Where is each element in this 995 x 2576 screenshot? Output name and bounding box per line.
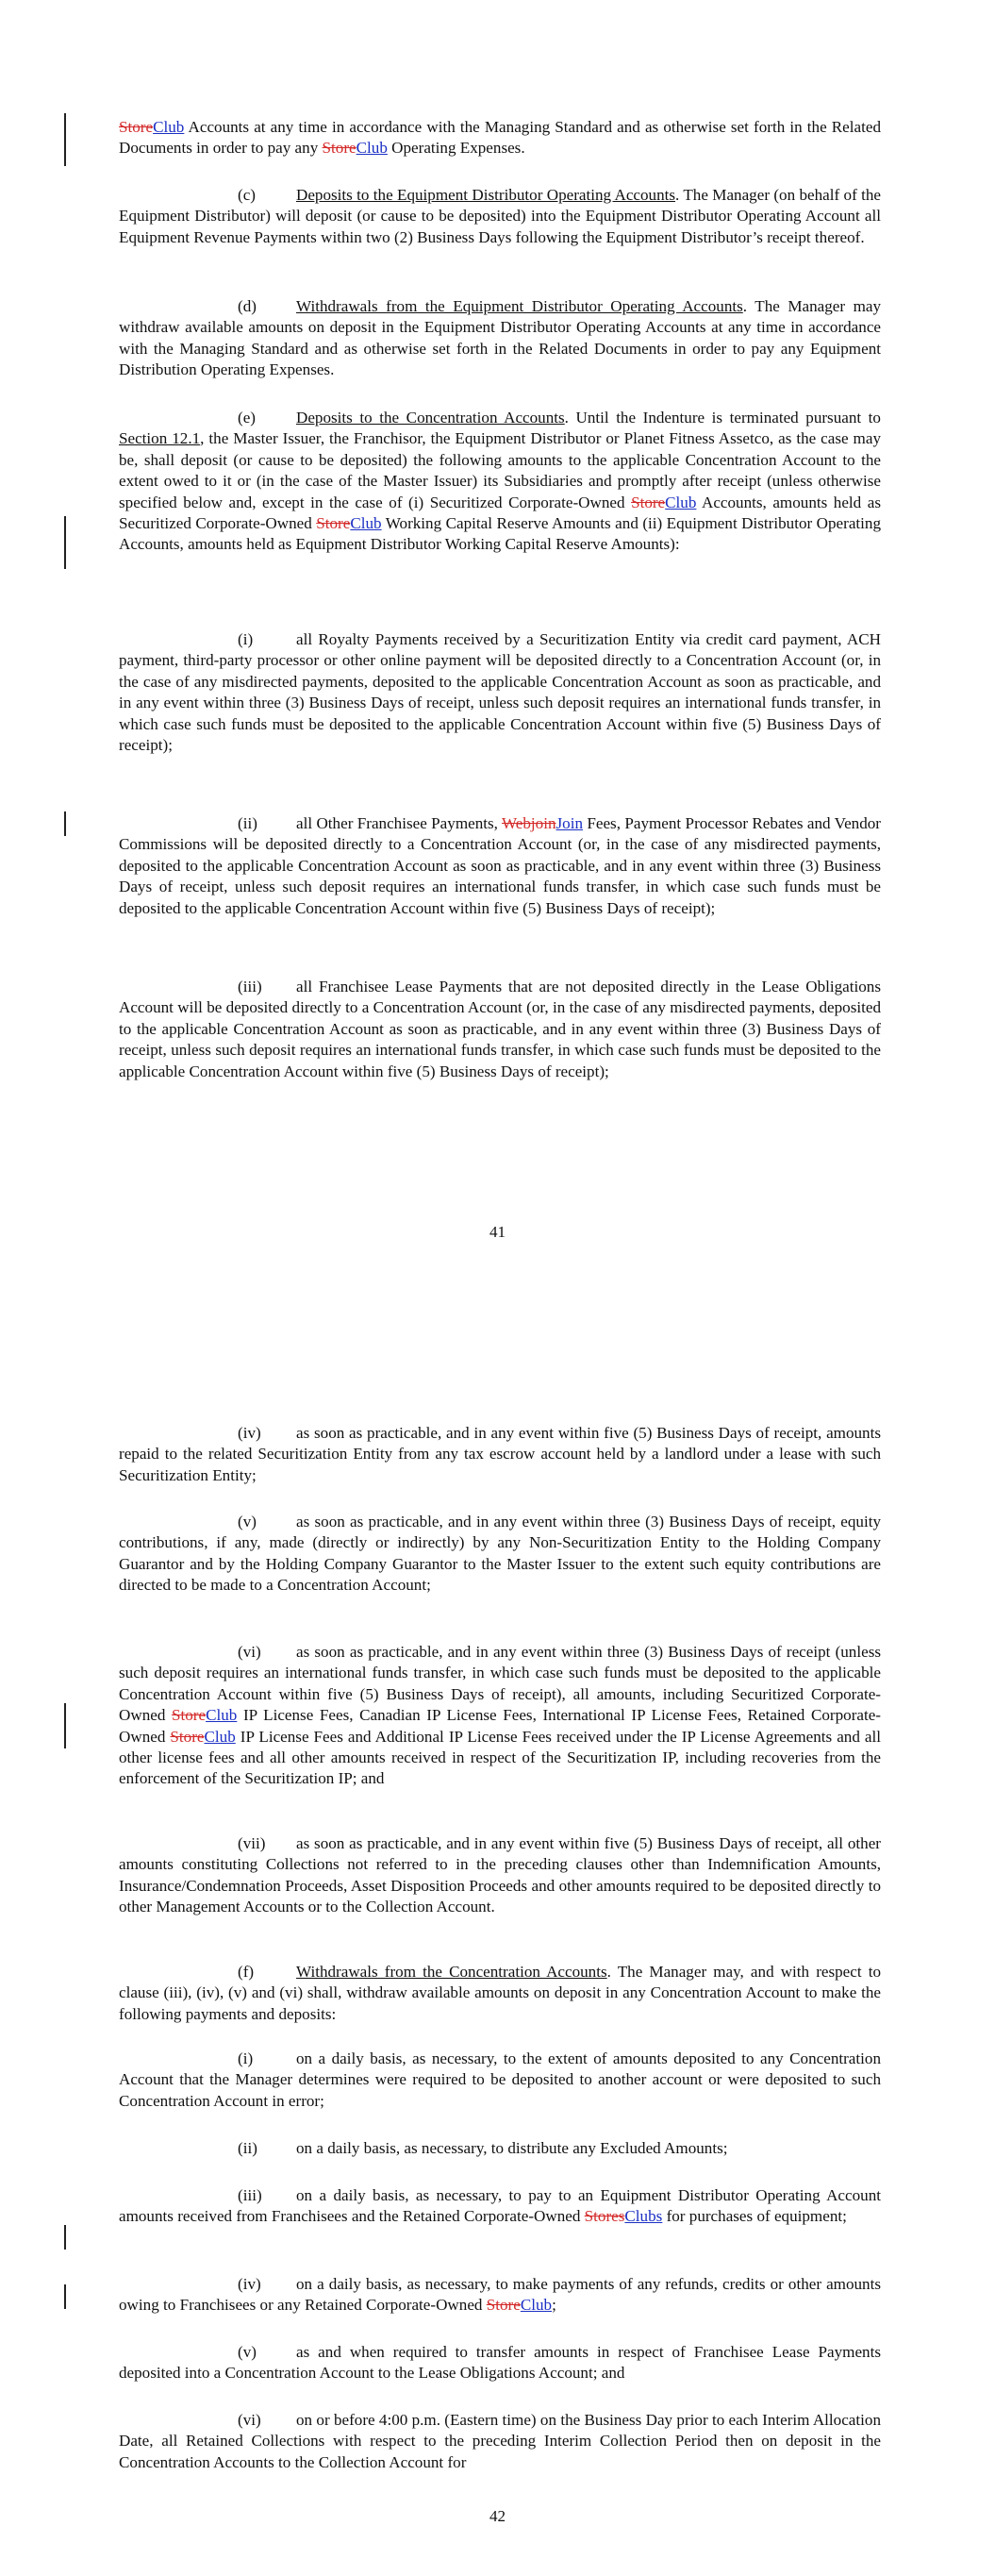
- clause-number: (vi): [238, 1643, 261, 1661]
- text-run: Fees, Payment Processor Rebates and Vendor Commissions will be deposited directly to a Concentration Account (or, in the case of any misdirected payments, deposited to the applicable Concentration Account as soon as practicable, and in any event within three (3) Business Days of receipt, unless such deposit requires an international funds transfer, in which case such funds must be deposited to the applicable Concentration Account within five (5) Business Days of receipt);: [119, 814, 882, 917]
- clause-number: (ii): [238, 814, 257, 832]
- underlined-heading: Section 12.1: [119, 429, 201, 448]
- paragraph-e-ii: [119, 813, 881, 919]
- deleted-text: Store: [172, 1706, 207, 1725]
- underlined-heading: Withdrawals from the Equipment Distributor Operating Accounts: [296, 297, 743, 315]
- text-run: as soon as practicable, and in any event within three (3) Business Days of receipt, equity contributions, if any, made (directly or indirectly) by any Non-Securitization Entity to the Holding Company Guarantor and by the Holding Company Guarantor to the Master Issuer to the extent such equity contributions are directed to be made to a Concentration Account;: [119, 1513, 881, 1595]
- page-42: [0, 1293, 995, 2576]
- text-run: ;: [552, 2296, 556, 2315]
- paragraph-f-ii: [119, 2138, 881, 2159]
- deleted-text: Store: [316, 514, 351, 533]
- paragraph-continuation: [119, 117, 881, 159]
- inserted-text: Club: [350, 514, 382, 533]
- paragraph-f-iii: [119, 2185, 881, 2228]
- deleted-text: Store: [170, 1727, 205, 1746]
- clause-number: (i): [238, 630, 254, 648]
- underlined-heading: Withdrawals from the Concentration Accounts: [296, 1963, 607, 1981]
- text-run: . Until the Indenture is terminated pursuant to: [564, 409, 881, 427]
- clause-number: (v): [238, 2343, 257, 2361]
- clause-number: (iii): [238, 978, 262, 995]
- text-run: Accounts at any time in accordance with the Managing Standard and as otherwise set forth in the Related Documents in order to pay any: [119, 118, 881, 158]
- text-run: on a daily basis, as necessary, to distribute any Excluded Amounts;: [296, 2139, 728, 2157]
- change-bar: [64, 1703, 66, 1748]
- text-run: on a daily basis, as necessary, to pay to an Equipment Distributor Operating Account amounts received from Franchisees and the Retained Corporate-Owned: [119, 2186, 881, 2226]
- inserted-text: Club: [204, 1727, 236, 1746]
- clause-number: (vii): [238, 1834, 266, 1852]
- paragraph-f: [119, 1962, 881, 2025]
- text-run: on a daily basis, as necessary, to make payments of any refunds, credits or other amounts owing to Franchisees or any Retained Corporate-Owned: [119, 2275, 881, 2315]
- inserted-text: Club: [356, 139, 388, 158]
- inserted-text: Club: [665, 493, 697, 511]
- clause-number: (c): [238, 186, 256, 204]
- deleted-text: Store: [486, 2296, 521, 2315]
- text-run: IP License Fees, Canadian IP License Fees, International IP License Fees, Retained Corporate-Owned: [119, 1706, 881, 1746]
- paragraph-f-vi: [119, 2410, 881, 2473]
- text-run: . The Manager may withdraw available amounts on deposit in the Equipment Distributor Operating Accounts at any time in accordance with the Managing Standard and as otherwise set forth in the Related Documents in order to pay any Equipment Distribution Operating Expenses.: [119, 297, 882, 379]
- paragraph-c: [119, 185, 881, 248]
- clause-number: (f): [238, 1963, 255, 1981]
- clause-number: (ii): [238, 2139, 257, 2157]
- change-bar: [64, 2225, 66, 2250]
- change-bar: [64, 113, 66, 166]
- text-run: all Royalty Payments received by a Securitization Entity via credit card payment, ACH payment, third-party processor or other online payment will be deposited directly to a Concentration Account (or, in the case of any misdirected payments, deposited to the applicable Concentration Account as soon as practicable, and in any event within three (3) Business Days of receipt, unless such deposit requires an international funds transfer, in which case such funds must be deposited to the applicable Concentration Account within five (5) Business Days of receipt);: [119, 630, 881, 755]
- paragraph-v: [119, 1512, 881, 1597]
- text-run: Working Capital Reserve Amounts and (ii) Equipment Distributor Operating Accounts, amounts held as Equipment Distributor Working Capital Reserve Amounts):: [119, 514, 881, 554]
- text-run: on or before 4:00 p.m. (Eastern time) on the Business Day prior to each Interim Allocation Date, all Retained Collections with respect to the preceding Interim Collection Period then on deposit in the Concentration Accounts to the Collection Account for: [119, 2411, 881, 2471]
- inserted-text: Club: [520, 2296, 553, 2315]
- underlined-heading: Deposits to the Equipment Distributor Operating Accounts: [296, 186, 676, 204]
- text-run: as soon as practicable, and in any event within five (5) Business Days of receipt, all other amounts constituting Collections not referred to in the preceding clauses other than Indemnification Amounts, Insurance/Condemnation Proceeds, Asset Disposition Proceeds and other amounts required to be deposited directly to other Management Accounts or to the Collection Account.: [119, 1834, 881, 1916]
- clause-number: (d): [238, 297, 257, 315]
- clause-number: (v): [238, 1513, 257, 1531]
- paragraph-f-v: [119, 2342, 881, 2384]
- clause-number: (iv): [238, 1424, 261, 1442]
- paragraph-iv: [119, 1423, 881, 1486]
- deleted-text: Store: [631, 493, 666, 511]
- text-run: as soon as practicable, and in any event within three (3) Business Days of receipt (unless such deposit requires an international funds transfer, in which case such funds must be deposited to the applicable Concentration Account within five (5) Business Days of receipt), all amounts, including Securitized Corporate-Owned: [119, 1643, 881, 1725]
- paragraph-e-i: [119, 629, 881, 756]
- change-bar: [64, 2284, 66, 2309]
- text-run: as and when required to transfer amounts in respect of Franchisee Lease Payments deposited into a Concentration Account to the Lease Obligations Account; and: [119, 2343, 881, 2383]
- text-run: all Other Franchisee Payments,: [296, 814, 502, 832]
- page-number: 41: [489, 1223, 506, 1241]
- deleted-text: Stores: [584, 2207, 625, 2226]
- paragraph-vii: [119, 1833, 881, 1918]
- clause-number: (vi): [238, 2411, 261, 2429]
- inserted-text: Join: [556, 814, 583, 832]
- underlined-heading: Deposits to the Concentration Accounts: [296, 409, 565, 427]
- paragraph-vi: [119, 1642, 881, 1790]
- deleted-text: Store: [119, 118, 154, 136]
- text-run: for purchases of equipment;: [662, 2207, 847, 2226]
- paragraph-e-iii: [119, 977, 881, 1082]
- inserted-text: Clubs: [624, 2207, 663, 2226]
- deleted-text: Webjoin: [502, 814, 556, 832]
- deleted-text: Store: [322, 139, 357, 158]
- paragraph-f-iv: [119, 2274, 881, 2317]
- clause-number: (e): [238, 409, 256, 427]
- clause-number: (iv): [238, 2275, 261, 2293]
- text-run: . The Manager (on behalf of the Equipment Distributor) will deposit (or cause to be deposited) into the Equipment Distributor Operating Account all Equipment Revenue Payments within two (2) Business Days following the Equipment Distributor’s receipt thereof.: [119, 186, 881, 246]
- page-number: 42: [489, 2507, 506, 2525]
- inserted-text: Club: [153, 118, 185, 136]
- text-run: , the Master Issuer, the Franchisor, the Equipment Distributor or Planet Fitness Assetco, as the case may be, shall deposit (or cause to be deposited) the following amounts to the applicable Concentration Account to the extent owed to it or (in the case of the Master Issuer) its Subsidiaries and promptly after receipt (unless otherwise specified below and, except in the case of (i) Securitized Corporate-Owned: [119, 429, 881, 511]
- change-bar: [64, 516, 66, 569]
- paragraph-d: [119, 296, 881, 381]
- text-run: as soon as practicable, and in any event within five (5) Business Days of receipt, amounts repaid to the related Securitization Entity from any tax escrow account held by a landlord under a lease with such Securitization Entity;: [119, 1424, 881, 1484]
- text-run: Accounts, amounts held as Securitized Corporate-Owned: [119, 493, 881, 533]
- clause-number: (i): [238, 2049, 254, 2067]
- inserted-text: Club: [206, 1706, 238, 1725]
- text-run: all Franchisee Lease Payments that are not deposited directly in the Lease Obligations Account will be deposited directly to a Concentration Account (or, in the case of any misdirected payments, deposited to the applicable Concentration Account as soon as practicable, and in any event within three (3) Business Days of receipt, unless such deposit requires an international funds transfer, in which case such funds must be deposited to the applicable Concentration Account within five (5) Business Days of receipt);: [119, 978, 881, 1080]
- text-run: Operating Expenses.: [387, 139, 525, 158]
- change-bar: [64, 811, 66, 836]
- text-run: . The Manager may, and with respect to clause (iii), (iv), (v) and (vi) shall, withdraw available amounts on deposit in any Concentration Account to make the following payments and deposits:: [119, 1963, 882, 2023]
- clause-number: (iii): [238, 2186, 262, 2204]
- paragraph-f-i: [119, 2049, 881, 2112]
- text-run: IP License Fees and Additional IP License Fees received under the IP License Agreements and all other license fees and all other amounts received in respect of the Securitization IP, including recoveries from the enforcement of the Securitization IP; and: [119, 1727, 881, 1788]
- paragraph-e: [119, 408, 881, 556]
- text-run: on a daily basis, as necessary, to the extent of amounts deposited to any Concentration Account that the Manager determines were required to be deposited to another account or were deposited to such Concentration Account in error;: [119, 2049, 881, 2110]
